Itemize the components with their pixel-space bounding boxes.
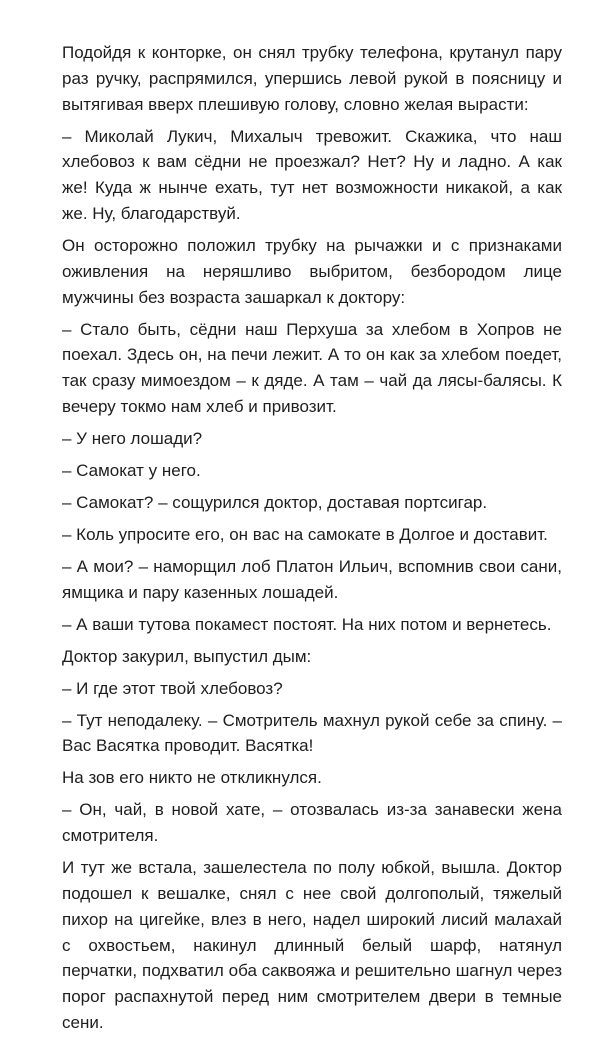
paragraph-7: – Самокат? – сощурился доктор, доставая портсигар. [62,492,488,512]
paragraph-10: – А ваши тутова покамест постоят. На них потом и вернетесь. [62,614,552,634]
paragraph-13: – Тут неподалеку. – Смотритель махнул рукой себе за спину. – Вас Васятка проводит. Васятка! [62,710,562,756]
paragraph-11: Доктор закурил, выпустил дым: [62,646,312,666]
paragraph-2: – Миколай Лукич, Михалыч тревожит. Скажика, что наш хлебовоз к вам сёдни не проезжал? Нет? Ну и ладно. А как же! Куда ж нынче ехать, тут нет возможности никакой, а как же. Ну, благодарствуй. [62,126,562,223]
paragraph-8: – Коль упросите его, он вас на самокате в Долгое и доставит. [62,524,548,544]
paragraph-6: – Самокат у него. [62,460,201,480]
paragraph-14: На зов его никто не откликнулся. [62,768,322,788]
paragraph-12: – И где этот твой хлебовоз? [62,678,283,698]
paragraph-1: Подойдя к конторке, он снял трубку телефона, крутанул пару раз ручку, распрямился, упершись левой рукой в поясницу и вытягивая вверх плешивую голову, словно желая вырасти: [62,43,562,114]
paragraph-5: – У него лошади? [62,428,203,448]
paragraph-15: – Он, чай, в новой хате, – отозвалась из-за занавески жена смотрителя. [62,800,562,846]
paragraph-16: И тут же встала, зашелестела по полу юбкой, вышла. Доктор подошел к вешалке, снял с нее свой долгополый, тяжелый пихор на цигейке, влез в него, надел широкий лисий малахай с охвостьем, накинул длинный белый шарф, натянул перчатки, подхватил оба саквояжа и решительно шагнул через порог распахнутой перед ним смотрителем двери в темные сени. [62,858,562,1032]
paragraph-4: – Стало быть, сёдни наш Перхуша за хлебом в Хопров не поехал. Здесь он, на печи лежит. А то он как за хлебом поедет, так сразу мимоездом – к дяде. А там – чай да лясы-балясы. К вечеру токмо нам хлеб и привозит. [62,319,562,416]
paragraph-9: – А мои? – наморщил лоб Платон Ильич, вспомнив свои сани, ямщика и пару казенных лошадей. [62,556,562,602]
book-page [62,40,562,1042]
paragraph-3: Он осторожно положил трубку на рычажки и с признаками оживления на неряшливо выбритом, безбородом лице мужчины без возраста зашаркал к доктору: [62,235,562,307]
